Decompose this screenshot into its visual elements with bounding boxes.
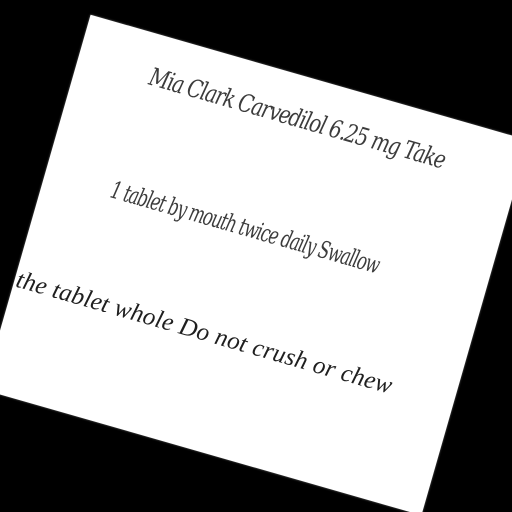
note-line-3: the tablet whole Do not crush or chew xyxy=(13,266,396,400)
note-line-1: Mia Clark Carvedilol 6.25 mg Take xyxy=(146,62,449,175)
note-line-2: 1 tablet by mouth twice daily Swallow xyxy=(107,175,383,280)
prescription-note-card xyxy=(0,15,512,512)
